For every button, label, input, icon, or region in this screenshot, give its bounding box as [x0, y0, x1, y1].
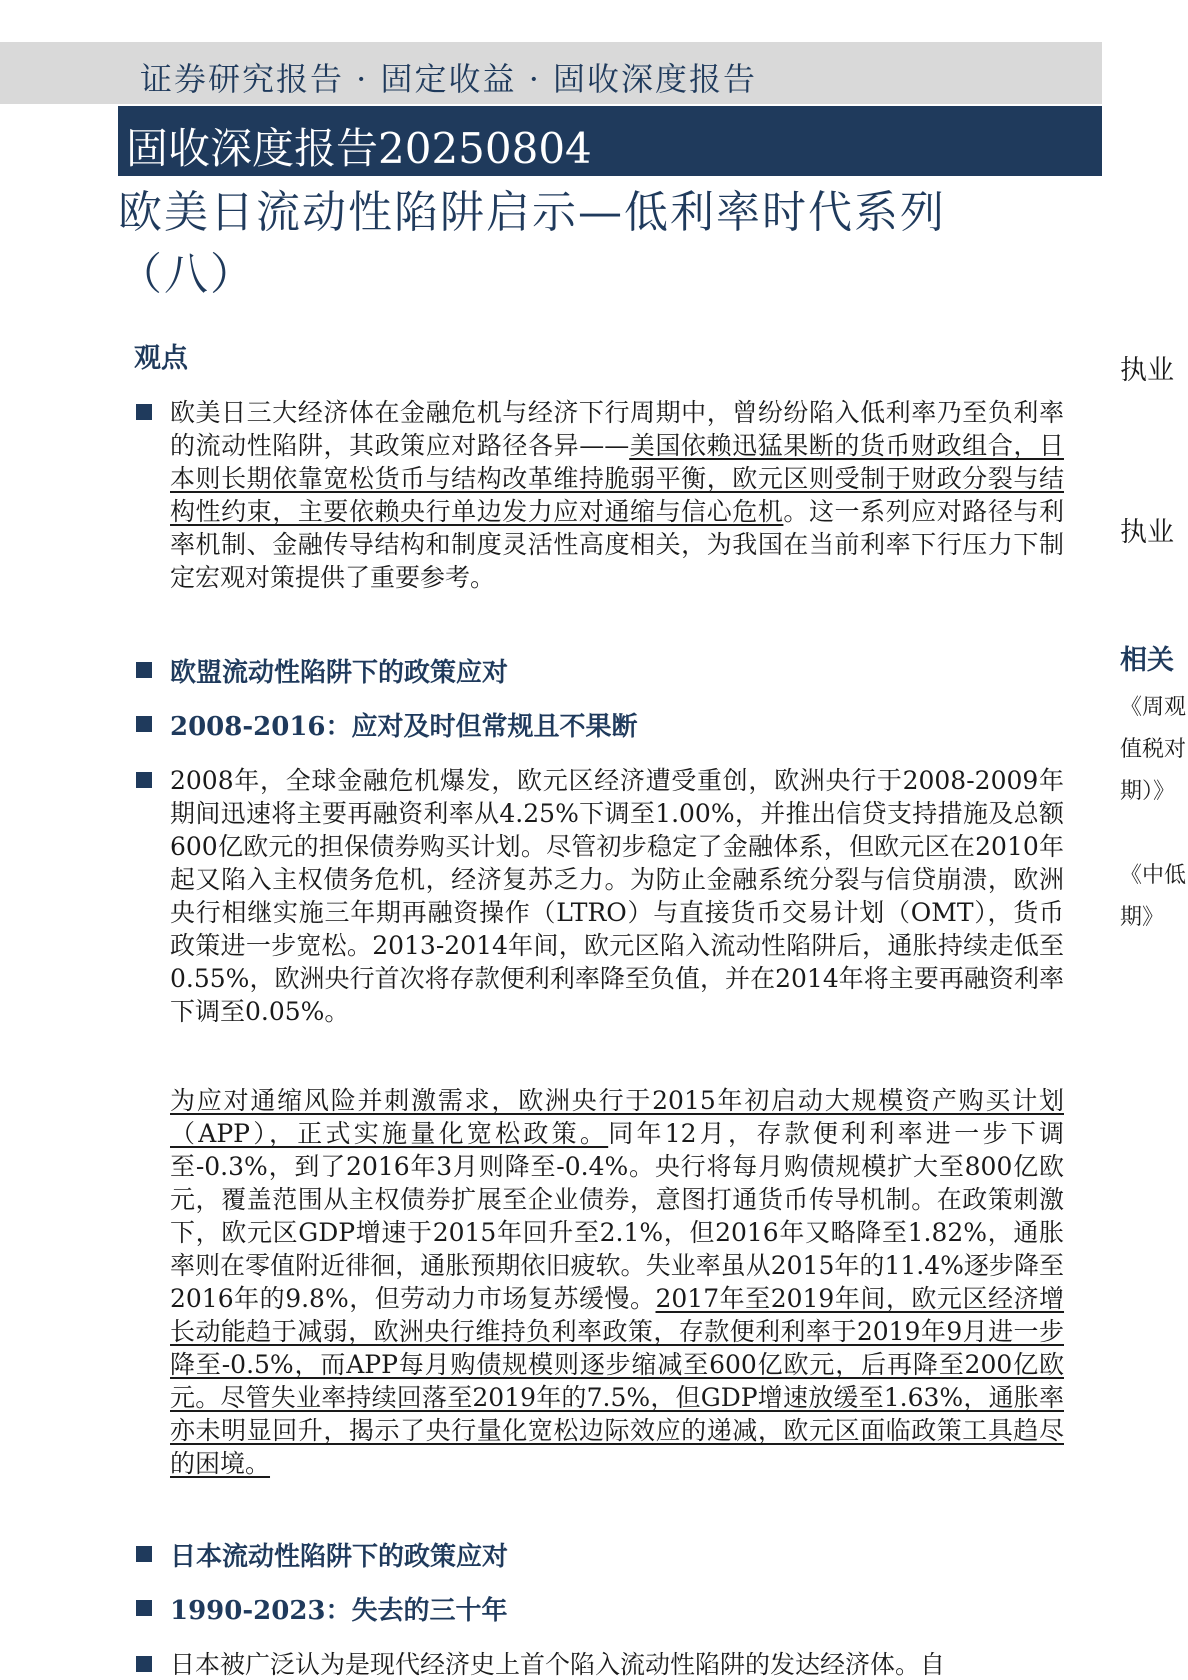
related-report-link[interactable]: 《周观 — [1120, 695, 1187, 720]
report-id-band — [118, 106, 1102, 176]
section-heading: 观点 — [134, 343, 188, 374]
paragraph-text: 同年12月，存款便利利率进一步下调至-0.3%，到了2016年3月则降至-0.4%。央行将每月购债规模扩大至800亿欧元，覆盖范围从主权债券扩展至企业债券，意图打通货币传导机制。在政策刺激下，欧元区GDP增速于2015年回升至2.1%，但2016年又略降至1.82%，通胀率则在零值附近徘徊，通胀预期依旧疲软。失业率虽从2015年的11.4%逐步降至2016年的9.8%，但劳动力市场复苏缓慢。 — [170, 1119, 1064, 1313]
paragraph-text: 欧美日三大经济体在金融危机与经济下行周期中，曾纷纷陷入低利率乃至负利率的流动性陷阱，其政策应对路径各异—— — [170, 398, 1064, 460]
underlined-text: 为应对通缩风险并刺激需求，欧洲央行于2015年初启动大规模资产购买计划（APP），正式实施量化宽松政策。 — [170, 1086, 1064, 1148]
paragraph-2008: 2008年，全球金融危机爆发，欧元区经济遭受重创，欧洲央行于2008-2009年期间迅速将主要再融资利率从4.25%下调至1.00%，并推出信贷支持措施及总额600亿欧元的担保债券购买计划。尽管初步稳定了金融体系，但欧元区在2010年起又陷入主权债务危机，经济复苏乏力。为防止金融系统分裂与信贷崩溃，欧洲央行相继实施三年期再融资操作（LTRO）与直接货币交易计划（OMT），货币政策进一步宽松。2013-2014年间，欧元区陷入流动性陷阱后，通胀持续走低至0.55%，欧洲央行首次将存款便利利率降至负值，并在2014年将主要再融资利率下调至0.05%。 — [170, 766, 1064, 1026]
related-report-link[interactable]: 《中低 — [1120, 863, 1187, 888]
paragraph-2015 — [170, 1084, 1064, 1480]
heading-japan: 日本流动性陷阱下的政策应对 — [170, 1542, 509, 1572]
bullet-icon — [136, 662, 152, 678]
related-report-link[interactable]: 期》 — [1120, 905, 1165, 930]
related-report-link[interactable]: 值税对 — [1120, 737, 1187, 762]
paragraph-summary — [170, 396, 1064, 594]
bullet-icon — [136, 404, 152, 420]
bullet-icon — [136, 1600, 152, 1616]
bullet-icon — [136, 1546, 152, 1562]
breadcrumb: 证券研究报告 · 固定收益 · 固收深度报告 — [140, 60, 758, 98]
paragraph-japan: 日本被广泛认为是现代经济史上首个陷入流动性陷阱的发达经济体。自 — [170, 1650, 946, 1679]
analyst-label: 执业 — [1120, 517, 1174, 548]
underlined-text: 2017年至2019年间，欧元区经济增长动能趋于减弱，欧洲央行维持负利率政策，存款便利利率于2019年9月进一步降至-0.5%，而APP每月购债规模则逐步缩减至600亿欧元，后再降至200亿欧元。尽管失业率持续回落至2019年的7.5%，但GDP增速放缓至1.63%，通胀率亦未明显回升，揭示了央行量化宽松边际效应的递减，欧元区面临政策工具趋尽的困境。 — [170, 1284, 1065, 1478]
bullet-icon — [136, 716, 152, 732]
analyst-label: 执业 — [1120, 355, 1174, 386]
related-report-link[interactable]: 期）》 — [1120, 779, 1176, 804]
bullet-icon — [136, 772, 152, 788]
report-id: 固收深度报告20250804 — [126, 124, 592, 173]
bullet-icon — [136, 1656, 152, 1672]
paragraph-text: 。这一系列应对路径与利率机制、金融传导结构和制度灵活性高度相关，为我国在当前利率下行压力下制定宏观对策提供了重要参考。 — [170, 497, 1064, 592]
header-band — [0, 42, 1102, 104]
sidebar — [1110, 330, 1188, 950]
heading-1990-2023: 1990-2023：失去的三十年 — [170, 1596, 508, 1626]
heading-eu: 欧盟流动性陷阱下的政策应对 — [170, 658, 509, 688]
underlined-text: 美国依赖迅猛果断的货币财政组合，日本则长期依靠宽松货币与结构改革维持脆弱平衡，欧元区则受制于财政分裂与结构性约束，主要依赖央行单边发力应对通缩与信心危机 — [170, 431, 1064, 526]
related-reports-heading: 相关 — [1120, 645, 1174, 676]
page-title: 欧美日流动性陷阱启示—低利率时代系列（八） — [118, 187, 946, 300]
heading-2008-2016: 2008-2016：应对及时但常规且不果断 — [170, 712, 638, 742]
